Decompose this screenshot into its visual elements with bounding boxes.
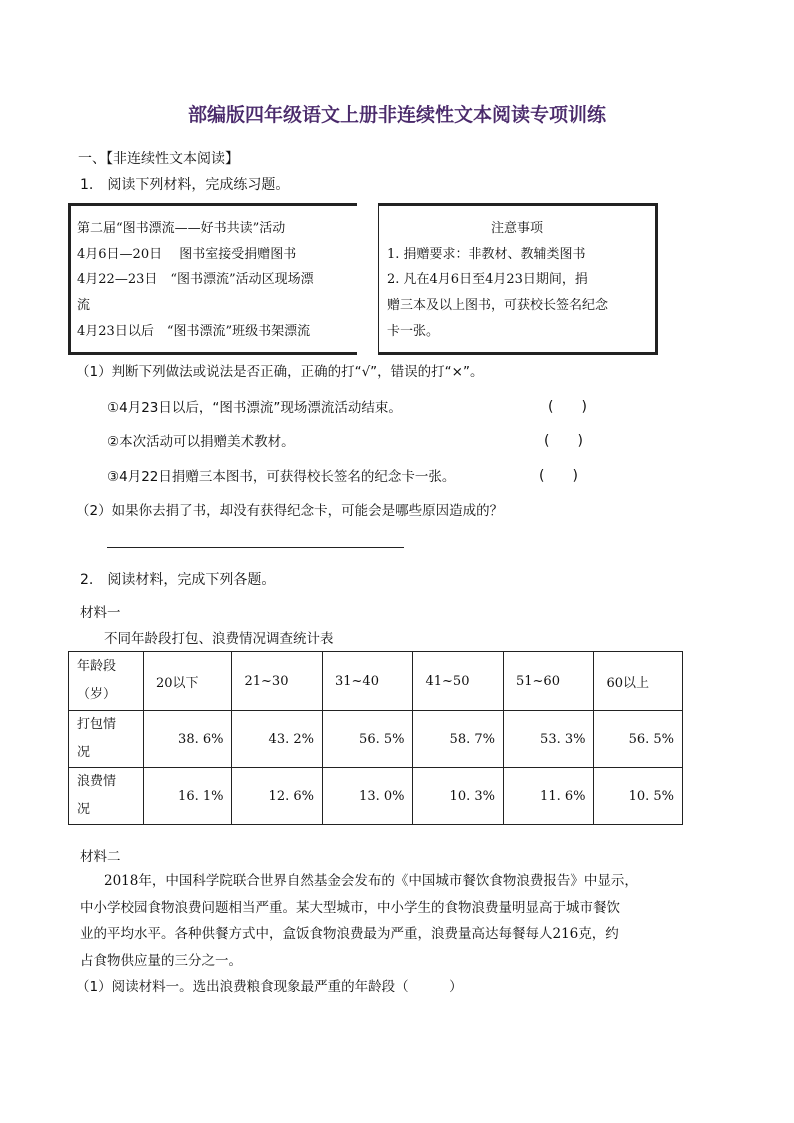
box-left-line: 流 [77,298,91,313]
answer-blank[interactable]: ( ) [544,433,583,449]
page-title: 部编版四年级语文上册非连续性文本阅读专项训练 [187,104,606,126]
table-cell: 38. 6% [144,711,232,768]
stats-table [68,651,683,825]
material-2-line: 业的平均水平。各种供餐方式中，盒饭食物浪费最为严重，浪费量高达每餐每人216克，约 [80,926,619,942]
label-line: 年龄段 [77,659,117,674]
table-header-row [69,652,683,711]
box-left-line: 4月6日—20日 图书室接受捐赠图书 [77,247,297,262]
material-2-line: 2018年，中国科学院联合世界自然基金会发布的《中国城市餐饮食物浪费报告》中显示， [104,873,638,889]
judgement-item: ③4月22日捐赠三本图书，可获得校长签名的纪念卡一张。 [107,469,456,485]
table-header-cell: 51~60 [503,652,594,711]
label-line: 打包情 [77,717,117,732]
box-left-line: 4月23日以后 “图书漂流”班级书架漂流 [77,324,311,339]
question-1-heading: 1. 阅读下列材料，完成练习题。 [80,177,290,193]
answer-blank[interactable]: ( ) [548,399,587,415]
question-1-sub2: （2）如果你去捐了书，却没有获得纪念卡，可能会是哪些原因造成的？ [76,503,504,519]
table-header-cell: 41~50 [413,652,504,711]
label-line: 浪费情 [77,774,117,789]
table-row [69,768,683,825]
material-2-label: 材料二 [80,849,121,865]
table-row-label [69,768,144,825]
box-right-title: 注意事项 [490,221,543,236]
table-header-cell: 21~30 [232,652,323,711]
table-cell: 16. 1% [144,768,232,825]
table-row [69,711,683,768]
judgement-item: ①4月23日以后，“图书漂流”现场漂流活动结束。 [107,400,402,416]
answer-line[interactable] [107,547,404,548]
box-right-line: 卡一张。 [387,324,440,339]
box-left-line: 第二届“图书漂流——好书共读”活动 [77,221,286,236]
table-cell: 43. 2% [232,711,323,768]
table-cell: 56. 5% [594,711,683,768]
table-cell: 11. 6% [503,768,594,825]
notice-box-left [68,203,357,355]
table-row-label [69,711,144,768]
box-right-line: 2. 凡在4月6日至4月23日期间，捐 [387,272,588,287]
table-cell: 13. 0% [322,768,413,825]
table-caption: 不同年龄段打包、浪费情况调查统计表 [104,631,334,647]
table-cell: 53. 3% [503,711,594,768]
label-line: 况 [77,745,91,760]
material-2-line: 中小学校园食物浪费问题相当严重。某大型城市，中小学生的食物浪费量明显高于城市餐饮 [80,900,620,916]
table-cell: 10. 3% [413,768,504,825]
material-2-line: 占食物供应量的三分之一。 [80,953,242,969]
box-right-line: 赠三本及以上图书，可获校长签名纪念 [387,298,609,313]
table-cell: 56. 5% [322,711,413,768]
label-line: 况 [77,802,91,817]
box-left-line: 4月22—23日 “图书漂流”活动区现场漂 [77,272,314,287]
table-cell: 12. 6% [232,768,323,825]
notice-box-right [378,203,658,355]
table-row-label [69,652,144,711]
table-header-cell: 60以上 [594,652,683,711]
question-1-sub1: （1）判断下列做法或说法是否正确，正确的打“√”，错误的打“×”。 [76,364,484,380]
question-2-heading: 2. 阅读材料，完成下列各题。 [80,572,276,588]
table-cell: 58. 7% [413,711,504,768]
table-cell: 10. 5% [594,768,683,825]
label-line: （岁） [77,687,117,702]
table-header-cell: 31~40 [322,652,413,711]
material-1-label: 材料一 [80,605,121,621]
judgement-item: ②本次活动可以捐赠美术教材。 [107,434,295,450]
table-header-cell: 20以下 [144,652,232,711]
section-heading: 一、【非连续性文本阅读】 [78,151,239,167]
answer-blank[interactable]: ( ) [539,468,578,484]
question-2-sub1: （1）阅读材料一。选出浪费粮食现象最严重的年龄段（ ） [76,979,463,995]
box-right-line: 1. 捐赠要求：非教材、教辅类图书 [387,247,586,262]
